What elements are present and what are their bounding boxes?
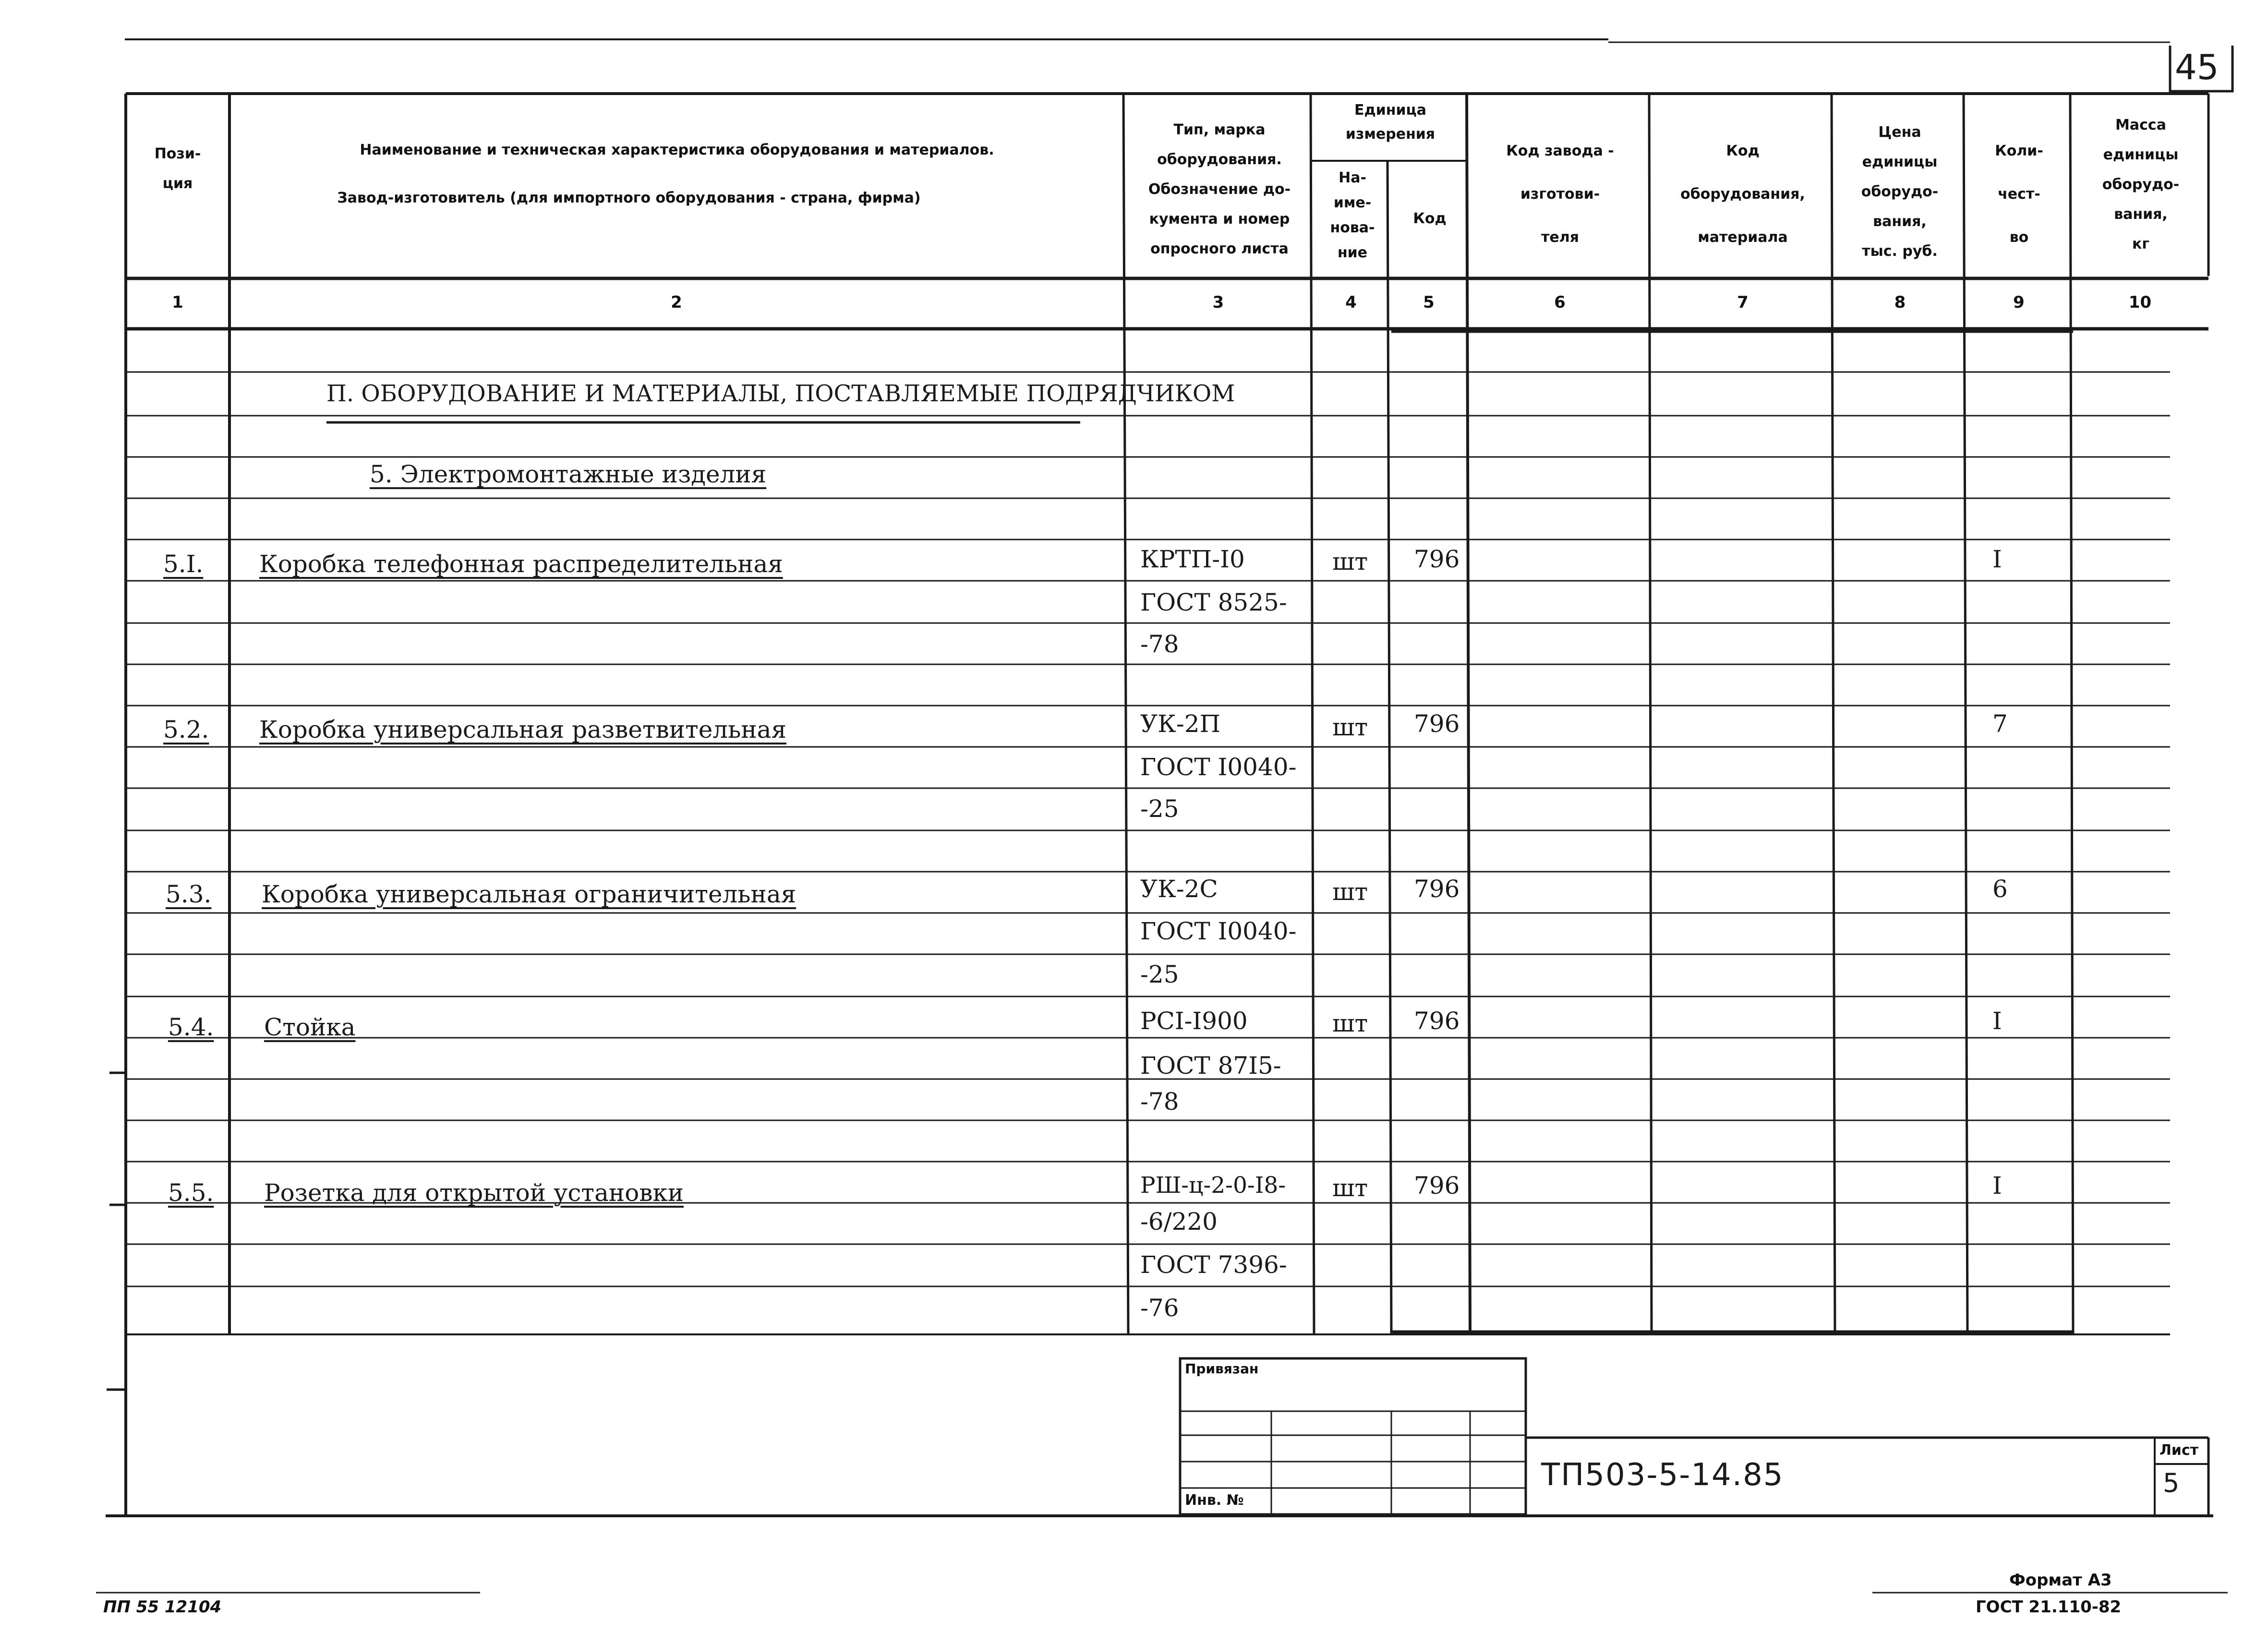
header-line: Масса — [2115, 117, 2166, 133]
header-type — [1128, 115, 1311, 264]
item-type: ГОСТ 7396- — [1140, 1251, 1287, 1279]
item-code: 796 — [1414, 875, 1460, 903]
item-position: 5.4. — [168, 1013, 214, 1041]
section-title: П. ОБОРУДОВАНИЕ И МАТЕРИАЛЫ, ПОСТАВЛЯЕМЫЕ ПОДРЯДЧИКОМ — [326, 380, 1235, 407]
header-line: тыс. руб. — [1862, 243, 1938, 260]
header-line: Тип, марка — [1173, 121, 1266, 138]
header-line: изготови- — [1520, 186, 1600, 203]
footer-format: Формат А3 — [2009, 1571, 2112, 1590]
header-line: Единица — [1354, 102, 1426, 119]
item-position: 5.2. — [163, 716, 209, 744]
header-line: На- — [1339, 169, 1366, 186]
header-name-line-1: Наименование и техническая характеристика оборудования и материалов. — [360, 142, 994, 158]
stamp-inv-label: Инв. № — [1185, 1492, 1244, 1509]
header-line: нова- — [1330, 219, 1375, 236]
header-line: материала — [1698, 229, 1788, 246]
header-line: единицы — [2103, 146, 2179, 163]
header-line: вания, — [1873, 213, 1927, 230]
header-line: опросного листа — [1150, 240, 1289, 257]
header-line: ние — [1337, 244, 1368, 261]
item-unit: шт — [1332, 1174, 1368, 1202]
header-unit-group — [1314, 98, 1467, 146]
column-number: 3 — [1212, 293, 1224, 312]
item-type: -78 — [1140, 630, 1179, 658]
item-name: Коробка телефонная распределительная — [259, 550, 783, 578]
item-type: ГОСТ I0040- — [1140, 753, 1297, 781]
item-unit: шт — [1332, 878, 1368, 906]
item-type: -25 — [1140, 960, 1179, 988]
item-type: -76 — [1140, 1294, 1179, 1322]
item-type: УК-2С — [1140, 875, 1218, 903]
header-quantity — [1967, 130, 2071, 259]
item-name: Коробка универсальная ограничительная — [262, 880, 796, 908]
stamp-bound-label: Привязан — [1185, 1361, 1259, 1377]
header-price — [1835, 118, 1965, 266]
header-equipment-code — [1652, 130, 1834, 259]
header-line: измерения — [1345, 126, 1436, 143]
header-line: оборудования. — [1157, 151, 1282, 168]
item-quantity: I — [1992, 1007, 2002, 1035]
header-name-line-2: Завод-изготовитель (для импортного оборудования - страна, фирма) — [337, 190, 921, 206]
page-number: 45 — [2175, 47, 2219, 87]
header-line: вания, — [2114, 206, 2168, 223]
header-line: Цена — [1878, 124, 1921, 141]
sheet-number: 5 — [2163, 1468, 2180, 1498]
item-quantity: I — [1992, 545, 2002, 573]
header-line: име- — [1333, 194, 1372, 211]
header-line: оборудо- — [1861, 183, 1939, 200]
footer-gost: ГОСТ 21.110-82 — [1976, 1597, 2122, 1617]
item-quantity: I — [1992, 1172, 2002, 1200]
header-line: Коли- — [1995, 143, 2043, 159]
header-line: Код завода - — [1506, 143, 1614, 159]
item-position: 5.I. — [163, 550, 204, 578]
header-factory-code — [1470, 130, 1650, 259]
column-number: 1 — [172, 293, 183, 312]
subsection-title: 5. Электромонтажные изделия — [370, 460, 767, 488]
item-type: РШ-ц-2-0-I8- — [1140, 1172, 1286, 1199]
header-line: оборудо- — [2102, 176, 2180, 193]
column-number: 5 — [1423, 293, 1435, 312]
item-type: КРТП-I0 — [1140, 545, 1245, 573]
column-number: 4 — [1345, 293, 1357, 312]
column-number: 8 — [1894, 293, 1906, 312]
item-type: -6/220 — [1140, 1208, 1218, 1236]
item-position: 5.5. — [168, 1179, 214, 1207]
column-number: 10 — [2128, 293, 2152, 312]
column-number: 6 — [1554, 293, 1566, 312]
header-position — [126, 139, 229, 199]
item-unit: шт — [1332, 548, 1368, 576]
item-name: Коробка универсальная разветвительная — [259, 716, 787, 744]
item-type: ГОСТ 87I5- — [1140, 1052, 1281, 1080]
sheet-label: Лист — [2159, 1442, 2199, 1459]
header-line: кг — [2132, 236, 2150, 252]
item-quantity: 7 — [1992, 710, 2008, 738]
item-quantity: 6 — [1992, 875, 2008, 903]
item-code: 796 — [1414, 545, 1460, 573]
header-unit-name — [1314, 166, 1391, 265]
header-line: чест- — [1998, 186, 2040, 203]
item-code: 796 — [1414, 1007, 1460, 1035]
item-name: Стойка — [264, 1013, 356, 1041]
item-type: -25 — [1140, 795, 1179, 823]
header-line: Обозначение до- — [1148, 181, 1291, 198]
item-type: -78 — [1140, 1088, 1179, 1116]
footer-left-code: ПП 55 12104 — [103, 1597, 222, 1617]
header-line: единицы — [1862, 154, 1938, 170]
item-type: УК-2П — [1140, 710, 1221, 738]
header-line: кумента и номер — [1149, 211, 1290, 228]
item-type: ГОСТ I0040- — [1140, 917, 1297, 945]
item-code: 796 — [1414, 1172, 1460, 1200]
item-name: Розетка для открытой установки — [264, 1179, 684, 1207]
header-line: ция — [162, 175, 193, 192]
header-line: Пози- — [154, 145, 201, 162]
document-code: ТП503-5-14.85 — [1541, 1457, 1784, 1493]
header-line: Код — [1726, 143, 1760, 159]
header-line: во — [2009, 229, 2029, 246]
column-number: 2 — [671, 293, 682, 312]
column-number: 9 — [2013, 293, 2025, 312]
item-type: PCI-I900 — [1140, 1007, 1248, 1035]
item-type: ГОСТ 8525- — [1140, 588, 1287, 616]
item-code: 796 — [1414, 710, 1460, 738]
item-position: 5.3. — [166, 880, 212, 908]
header-line: оборудования, — [1680, 186, 1805, 203]
column-number: 7 — [1737, 293, 1749, 312]
item-unit: шт — [1332, 1009, 1368, 1037]
item-unit: шт — [1332, 713, 1368, 741]
header-mass — [2073, 110, 2208, 259]
header-line: теля — [1541, 229, 1579, 246]
header-unit-code: Код — [1413, 210, 1447, 227]
